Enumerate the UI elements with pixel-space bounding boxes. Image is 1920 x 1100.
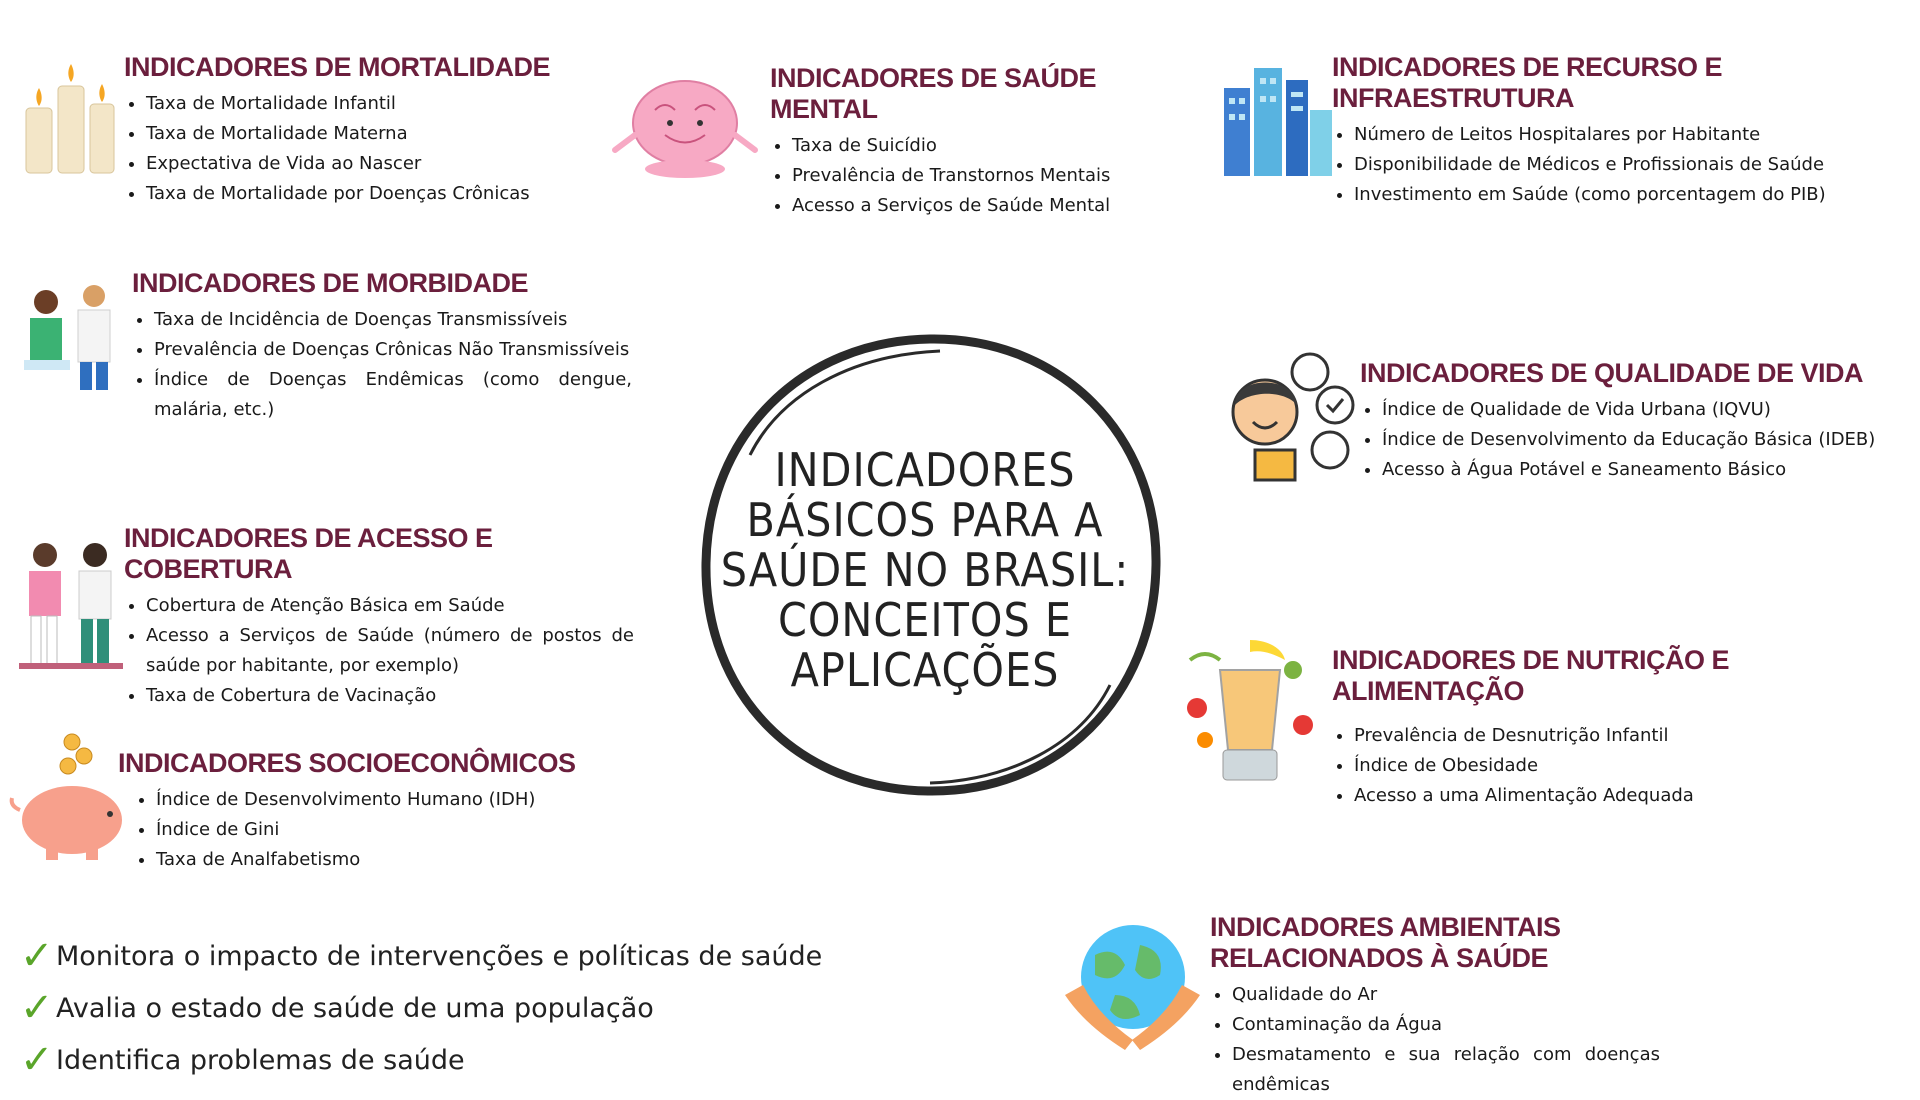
check-row (20, 930, 822, 982)
qualidade-vida-title: INDICADORES DE QUALIDADE DE VIDA (1360, 358, 1864, 388)
ambientais-title: INDICADORES AMBIENTAIS RELACIONADOS À SAÚDE (1210, 912, 1561, 973)
morbidade-section (132, 268, 632, 425)
earth-hands-icon (1055, 915, 1210, 1060)
morbidade-title: INDICADORES DE MORBIDADE (132, 268, 529, 298)
nutricao-item: • Índice de Obesidade (1354, 751, 1892, 781)
acesso-item: • Acesso a Serviços de Saúde (número de postos de saúde por habitante, por exemplo) (146, 621, 634, 681)
check-text: Avalia o estado de saúde de uma população (56, 992, 654, 1024)
acesso-item: • Taxa de Cobertura de Vacinação (146, 681, 634, 711)
qualidade-vida-item: • Acesso à Água Potável e Saneamento Básico (1382, 455, 1880, 485)
saude-mental-title: INDICADORES DE SAÚDE MENTAL (770, 63, 1097, 124)
brain-meditating-icon (610, 75, 760, 180)
check-row (20, 982, 822, 1034)
nutricao-section (1332, 645, 1892, 811)
mortalidade-section (124, 52, 624, 209)
recurso-item: • Disponibilidade de Médicos e Profissionais de Saúde (1354, 150, 1907, 180)
acesso-title: INDICADORES DE ACESSO E COBERTURA (124, 523, 493, 584)
ambientais-section (1210, 912, 1660, 1100)
ambientais-item: • Desmatamento e sua relação com doenças endêmicas (1232, 1040, 1660, 1100)
doctor-patient-icon (18, 280, 123, 395)
piggy-bank-icon (6, 730, 131, 865)
nutricao-item: • Acesso a uma Alimentação Adequada (1354, 781, 1892, 811)
mortalidade-item: • Taxa de Mortalidade Materna (146, 119, 624, 149)
nutricao-item: • Prevalência de Desnutrição Infantil (1354, 721, 1892, 751)
saude-mental-item: • Acesso a Serviços de Saúde Mental (792, 191, 1190, 221)
checklist (20, 930, 822, 1086)
ambientais-item: • Qualidade do Ar (1232, 980, 1660, 1010)
saude-mental-item: • Prevalência de Transtornos Mentais (792, 161, 1190, 191)
check-text: Identifica problemas de saúde (56, 1044, 465, 1076)
person-checklist-icon (1225, 350, 1355, 485)
qualidade-vida-section (1360, 358, 1880, 485)
morbidade-item: • Índice de Doenças Endêmicas (como dengue, malária, etc.) (154, 365, 632, 425)
socio-section (118, 748, 638, 875)
socio-item: • Taxa de Analfabetismo (156, 845, 638, 875)
acesso-item: • Cobertura de Atenção Básica em Saúde (146, 591, 634, 621)
center-title: INDICADORES BÁSICOS PARA A SAÚDE NO BRASIL: CONCEITOS E APLICAÇÕES (720, 443, 1130, 697)
saude-mental-item: • Taxa de Suicídio (792, 131, 1190, 161)
mortalidade-title: INDICADORES DE MORTALIDADE (124, 52, 551, 82)
morbidade-item: • Prevalência de Doenças Crônicas Não Transmissíveis (154, 335, 632, 365)
morbidade-item: • Taxa de Incidência de Doenças Transmissíveis (154, 305, 632, 335)
qualidade-vida-item: • Índice de Desenvolvimento da Educação Básica (IDEB) (1382, 425, 1880, 455)
buildings-icon (1220, 58, 1335, 178)
check-text: Monitora o impacto de intervenções e políticas de saúde (56, 940, 823, 972)
mortalidade-item: • Taxa de Mortalidade Infantil (146, 89, 624, 119)
check-icon: ✓ (20, 985, 54, 1031)
check-icon: ✓ (20, 933, 54, 979)
check-icon: ✓ (20, 1037, 54, 1083)
acesso-section (124, 523, 634, 711)
check-row (20, 1034, 822, 1086)
recurso-item: • Investimento em Saúde (como porcentagem do PIB) (1354, 180, 1907, 210)
socio-item: • Índice de Desenvolvimento Humano (IDH) (156, 785, 638, 815)
saude-mental-section (770, 63, 1190, 221)
nutricao-title: INDICADORES DE NUTRIÇÃO E ALIMENTAÇÃO (1332, 645, 1730, 706)
ambientais-item: • Contaminação da Água (1232, 1010, 1660, 1040)
qualidade-vida-item: • Índice de Qualidade de Vida Urbana (IQVU) (1382, 395, 1880, 425)
recurso-section (1332, 52, 1907, 210)
socio-title: INDICADORES SOCIOECONÔMICOS (118, 748, 576, 778)
socio-item: • Índice de Gini (156, 815, 638, 845)
mortalidade-item: • Expectativa de Vida ao Nascer (146, 149, 624, 179)
mortalidade-item: • Taxa de Mortalidade por Doenças Crônicas (146, 179, 624, 209)
candles-icon (20, 58, 120, 178)
recurso-title: INDICADORES DE RECURSO E INFRAESTRUTURA (1332, 52, 1723, 113)
recurso-item: • Número de Leitos Hospitalares por Habitante (1354, 120, 1907, 150)
blender-fruits-icon (1175, 630, 1325, 785)
vaccination-icon (15, 535, 127, 680)
